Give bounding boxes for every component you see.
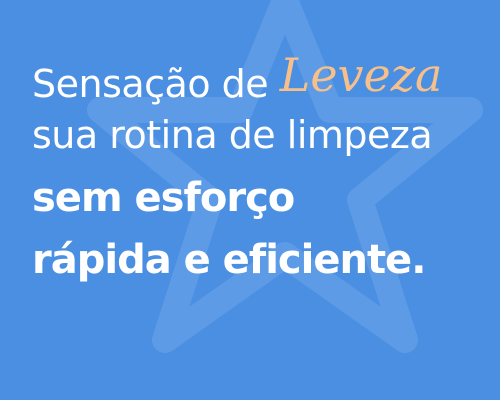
headline-line-2: sua rotina de limpeza [32, 113, 433, 157]
headline [32, 48, 482, 283]
headline-accent-word: Leveza [279, 48, 443, 102]
headline-line-3: sem esforço [32, 175, 295, 221]
headline-line-1 [32, 48, 482, 106]
headline-prefix: Sensação de [32, 62, 269, 106]
headline-line-4: rápida e eficiente. [32, 237, 426, 283]
